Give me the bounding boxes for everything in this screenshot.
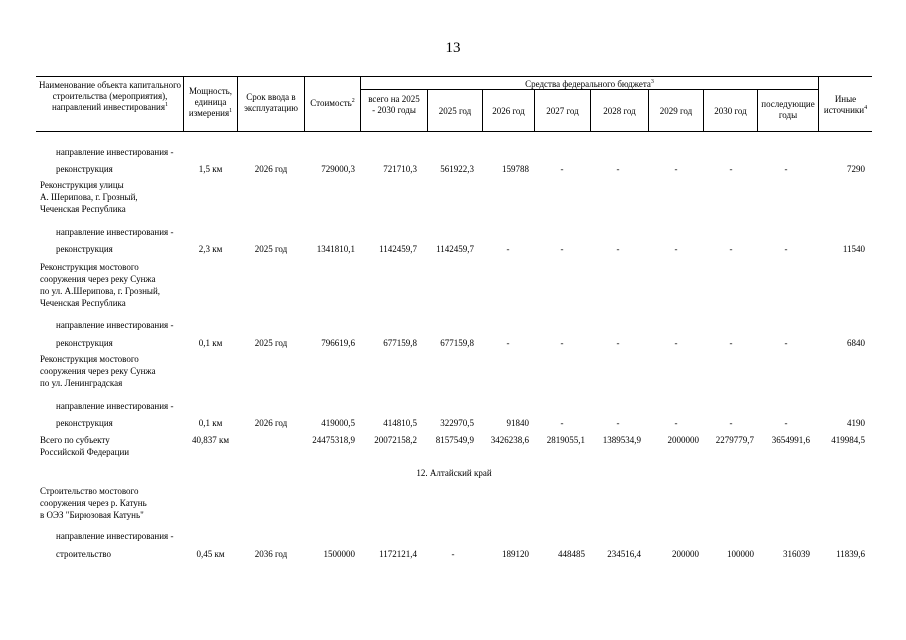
direction-label: направление инвестирования - — [56, 147, 174, 157]
cell-following: - — [784, 338, 788, 348]
cell-total: 20072158,2 — [374, 435, 417, 445]
object-name-line: Чеченская Республика — [40, 204, 126, 214]
cell-power: 2,3 км — [198, 244, 223, 254]
cell-y2025: 322970,5 — [440, 418, 474, 428]
cell-total: 1172121,4 — [379, 549, 417, 559]
object-name-line: А. Шерипова, г. Грозный, — [40, 192, 138, 202]
cell-following: - — [784, 418, 788, 428]
cell-other: 7290 — [847, 164, 865, 174]
cell-following: - — [784, 164, 788, 174]
cell-y2027: 448485 — [558, 549, 585, 559]
cell-y2028: 234516,4 — [607, 549, 641, 559]
cell-y2030: - — [729, 418, 733, 428]
object-name-line: по ул. А.Шерипова, г. Грозный, — [40, 286, 161, 296]
cell-cost: 729000,3 — [321, 164, 355, 174]
cell-y2027: - — [560, 164, 564, 174]
direction-label: направление инвестирования - — [56, 531, 174, 541]
header-col-term: Срок ввода в эксплуатацию — [244, 92, 298, 113]
header-federal-budget: Средства федерального бюджета$^3$ — [525, 79, 654, 89]
cell-other: 6840 — [847, 338, 865, 348]
cell-y2026: 189120 — [502, 549, 529, 559]
object-name-line: Реконструкция улицы — [40, 180, 124, 190]
cell-y2025: 1142459,7 — [436, 244, 474, 254]
cell-y2030: 100000 — [727, 549, 754, 559]
header-year-2030: 2030 год — [714, 106, 747, 116]
cell-other: 11839,6 — [836, 549, 865, 559]
cell-y2029: 200000 — [672, 549, 699, 559]
cell-y2030: - — [729, 244, 733, 254]
cell-y2028: - — [616, 244, 620, 254]
cell-power: 0,45 км — [196, 549, 225, 559]
page-number: 13 — [445, 40, 461, 56]
cell-power: 0,1 км — [198, 338, 223, 348]
cell-term: 2025 год — [254, 338, 288, 348]
cell-y2026: - — [506, 338, 510, 348]
cell-cost: 1500000 — [323, 549, 355, 559]
header-bottom-border — [36, 131, 872, 132]
direction-type: реконструкция — [56, 164, 113, 174]
header-year-2029: 2029 год — [659, 106, 693, 116]
cell-y2030: - — [729, 338, 733, 348]
cell-y2030: - — [729, 164, 733, 174]
cell-cost: 1341810,1 — [316, 244, 355, 254]
direction-type: реконструкция — [56, 338, 113, 348]
cell-y2025: - — [451, 549, 455, 559]
header-year-2025: 2025 год — [438, 106, 472, 116]
object-name-line: Строительство мостового — [40, 486, 139, 496]
cell-y2028: - — [616, 164, 620, 174]
table-top-border — [36, 76, 872, 77]
cell-y2029: - — [674, 338, 678, 348]
cell-term: 2025 год — [254, 244, 288, 254]
header-col-power: Мощность, единица измерения$^1$ — [188, 86, 233, 118]
direction-type: строительство — [56, 549, 111, 559]
cell-y2028: - — [616, 338, 620, 348]
cell-total: 721710,3 — [383, 164, 417, 174]
direction-label: направление инвестирования - — [56, 320, 174, 330]
cell-total: 414810,5 — [383, 418, 417, 428]
cell-y2028: - — [616, 418, 620, 428]
cell-other: 4190 — [847, 418, 865, 428]
object-name-line: в ОЭЗ "Бирюзовая Катунь" — [40, 510, 144, 520]
direction-label: направление инвестирования - — [56, 401, 174, 411]
header-col-name: Наименование объекта капитального строительства (мероприятия), направлений инвестирования$^1$ — [38, 80, 182, 112]
cell-power: 1,5 км — [198, 164, 223, 174]
cell-y2027: - — [560, 244, 564, 254]
header-col-following: последующие годы — [761, 99, 815, 120]
object-name-line: Реконструкция мостового — [40, 262, 139, 272]
cell-other: 11540 — [842, 244, 865, 254]
cell-y2026: 3426238,6 — [490, 435, 529, 445]
object-name-line: сооружения через реку Сунжа — [40, 274, 156, 284]
cell-y2025: 8157549,9 — [435, 435, 474, 445]
cell-cost: 796619,6 — [321, 338, 355, 348]
cell-y2026: 91840 — [506, 418, 529, 428]
cell-y2029: - — [674, 418, 678, 428]
cell-power: 0,1 км — [198, 418, 223, 428]
cell-y2029: - — [674, 164, 678, 174]
cell-following: - — [784, 244, 788, 254]
cell-y2025: 561922,3 — [440, 164, 474, 174]
object-name-line: Чеченская Республика — [40, 298, 126, 308]
header-col-cost: Стоимость$^2$ — [310, 98, 355, 108]
cell-following: 3654991,6 — [771, 435, 810, 445]
cell-cost: 24475318,9 — [312, 435, 355, 445]
cell-cost: 419000,5 — [321, 418, 355, 428]
cell-term: 2026 год — [254, 164, 288, 174]
cell-y2027: - — [560, 418, 564, 428]
header-col-total: всего на 2025 - 2030 годы — [368, 94, 420, 115]
cell-other: 419984,5 — [831, 435, 865, 445]
cell-y2028: 1389534,9 — [602, 435, 641, 445]
cell-y2026: - — [506, 244, 510, 254]
cell-y2027: - — [560, 338, 564, 348]
cell-term: 2026 год — [254, 418, 288, 428]
total-label-line: Всего по субъекту — [40, 435, 110, 445]
object-name-line: Реконструкция мостового — [40, 354, 139, 364]
header-col-other: Иные источники$^4$ — [823, 94, 868, 115]
section-title: 12. Алтайский край — [416, 468, 492, 478]
cell-y2027: 2819055,1 — [546, 435, 585, 445]
cell-total: 1142459,7 — [379, 244, 417, 254]
cell-total: 677159,8 — [383, 338, 417, 348]
cell-y2026: 159788 — [502, 164, 529, 174]
header-year-2027: 2027 год — [546, 106, 579, 116]
object-name-line: сооружения через реку Сунжа — [40, 366, 156, 376]
direction-type: реконструкция — [56, 244, 113, 254]
header-year-2026: 2026 год — [492, 106, 525, 116]
cell-y2029: 2000000 — [667, 435, 699, 445]
direction-label: направление инвестирования - — [56, 227, 174, 237]
cell-power: 40,837 км — [191, 435, 230, 445]
cell-y2029: - — [674, 244, 678, 254]
object-name-line: по ул. Ленинградская — [40, 378, 123, 388]
total-label-line: Российской Федерации — [40, 447, 130, 457]
direction-type: реконструкция — [56, 418, 113, 428]
object-name-line: сооружения через р. Катунь — [40, 498, 147, 508]
cell-y2025: 677159,8 — [440, 338, 474, 348]
cell-y2030: 2279779,7 — [715, 435, 754, 445]
cell-term: 2036 год — [254, 549, 288, 559]
header-year-2028: 2028 год — [603, 106, 636, 116]
cell-following: 316039 — [783, 549, 810, 559]
